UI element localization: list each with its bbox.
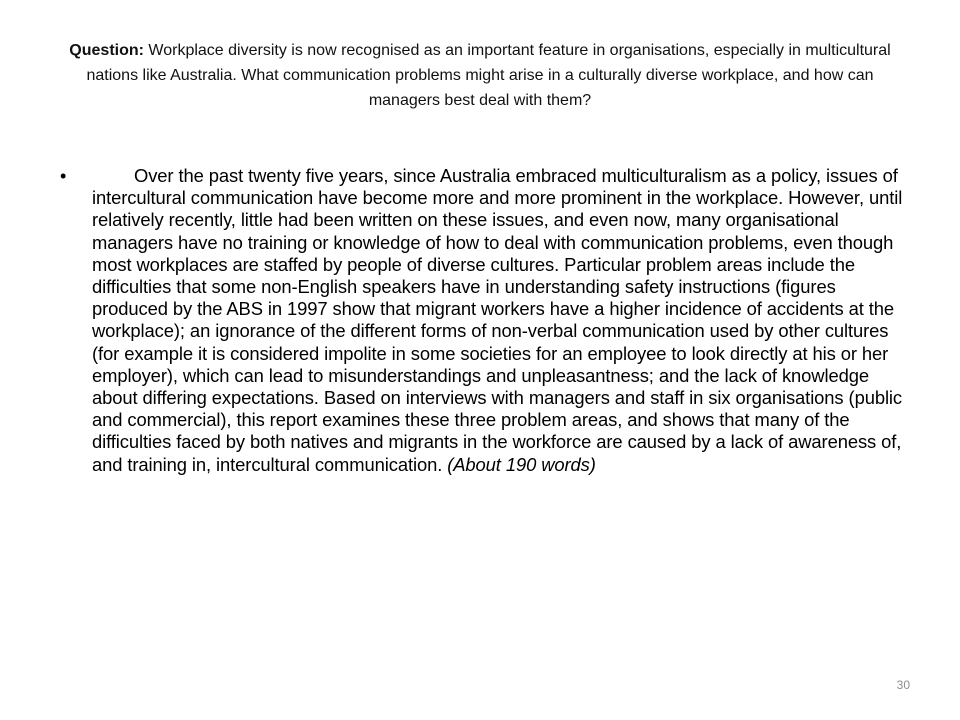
bullet-body-text: Over the past twenty five years, since Australia embraced multiculturalism as a policy, issues of intercultural communication have become more and more prominent in the workplace. However, until relatively recently, little had been written on these issues, and even now, many organisational managers have no training or knowledge of how to deal with communication problems, even though most workplaces are staffed by people of diverse cultures. Particular problem areas include the difficulties that some non-English speakers have in understanding safety instructions (figures produced by the ABS in 1997 show that migrant workers have a higher incidence of accidents at the workplace); an ignorance of the different forms of non-verbal communication used by other cultures (for example it is considered impolite in some societies for an employee to look directly at his or her employer), which can lead to misunderstandings and unpleasantness; and the lack of knowledge about differing expectations. Based on interviews with managers and staff in six organisations (public and commercial), this report examines these three problem areas, and shows that many of the difficulties faced by both natives and migrants in the workforce are caused by a lack of awareness of, and training in, intercultural communication. <box>92 165 903 475</box>
question-label: Question: <box>69 42 144 59</box>
bullet-icon: • <box>60 166 67 186</box>
word-count-note: (About 190 words) <box>447 453 596 475</box>
question-text: Workplace diversity is now recognised as an important feature in organisations, especially in multicultural nations like Australia. What communication problems might arise in a culturally diverse workplace, and how can managers best deal with them? <box>86 42 891 109</box>
bullet-body <box>92 165 904 476</box>
bullet-paragraph <box>60 165 910 476</box>
question-heading <box>55 38 905 113</box>
page-number: 30 <box>896 678 910 692</box>
